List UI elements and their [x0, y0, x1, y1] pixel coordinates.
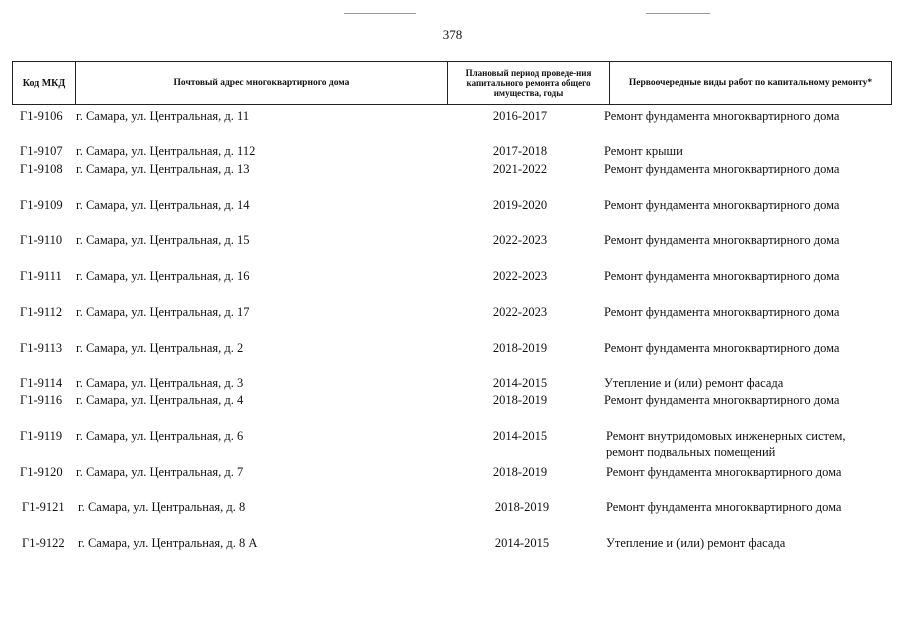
cell-period: 2021-2022: [492, 162, 548, 176]
cell-works: Ремонт фундамента многоквартирного дома: [604, 341, 840, 355]
header-period: Плановый период проведе-ния капитального ремонта общего имущества, годы: [447, 62, 609, 104]
cell-period: 2019-2020: [492, 198, 548, 212]
header-works: Первоочередные виды работ по капитальному ремонту*: [609, 62, 891, 104]
cell-address: г. Самара, ул. Центральная, д. 4: [76, 393, 244, 407]
cell-address: г. Самара, ул. Центральная, д. 112: [76, 144, 256, 158]
cell-code: Г1-9121: [22, 500, 65, 514]
cell-code: Г1-9106: [20, 109, 63, 123]
cell-address: г. Самара, ул. Центральная, д. 13: [76, 162, 250, 176]
cell-works: Ремонт фундамента многоквартирного дома: [604, 305, 840, 319]
cell-works: Ремонт фундамента многоквартирного дома: [606, 465, 842, 479]
cell-period: 2018-2019: [494, 500, 550, 514]
cell-works: Ремонт фундамента многоквартирного дома: [606, 500, 842, 514]
cell-period: 2022-2023: [492, 233, 548, 247]
cell-works: Утепление и (или) ремонт фасада: [606, 536, 786, 550]
cell-code: Г1-9116: [20, 393, 63, 407]
cell-address: г. Самара, ул. Центральная, д. 11: [76, 109, 250, 123]
cell-works: Ремонт фундамента многоквартирного дома: [604, 269, 840, 283]
table-header: [12, 61, 892, 105]
cell-address: г. Самара, ул. Центральная, д. 8: [78, 500, 246, 514]
cell-works: Утепление и (или) ремонт фасада: [604, 376, 784, 390]
cell-code: Г1-9114: [20, 376, 63, 390]
cell-period: 2018-2019: [492, 465, 548, 479]
cell-period: 2018-2019: [492, 341, 548, 355]
cell-period: 2022-2023: [492, 305, 548, 319]
cell-works: Ремонт фундамента многоквартирного дома: [604, 393, 840, 407]
cell-code: Г1-9119: [20, 429, 63, 443]
cell-period: 2014-2015: [492, 429, 548, 443]
header-address: Почтовый адрес многоквартирного дома: [75, 62, 447, 104]
cell-code: Г1-9122: [22, 536, 65, 550]
page-number: 378: [442, 27, 463, 42]
cell-code: Г1-9109: [20, 198, 63, 212]
cell-code: Г1-9112: [20, 305, 63, 319]
cell-address: г. Самара, ул. Центральная, д. 7: [76, 465, 244, 479]
cell-works: Ремонт внутридомовых инженерных систем, ремонт подвальных помещений: [606, 429, 846, 459]
cell-works: Ремонт фундамента многоквартирного дома: [604, 162, 840, 176]
cell-address: г. Самара, ул. Центральная, д. 17: [76, 305, 250, 319]
cell-address: г. Самара, ул. Центральная, д. 16: [76, 269, 250, 283]
cell-code: Г1-9120: [20, 465, 63, 479]
cell-address: г. Самара, ул. Центральная, д. 15: [76, 233, 250, 247]
scan-artifact-left: [344, 13, 416, 14]
scan-artifact-right: [646, 13, 710, 14]
cell-works: Ремонт крыши: [604, 144, 683, 158]
cell-code: Г1-9108: [20, 162, 63, 176]
cell-period: 2018-2019: [492, 393, 548, 407]
cell-works: Ремонт фундамента многоквартирного дома: [604, 198, 840, 212]
cell-address: г. Самара, ул. Центральная, д. 14: [76, 198, 250, 212]
cell-period: 2022-2023: [492, 269, 548, 283]
cell-code: Г1-9111: [20, 269, 62, 283]
cell-code: Г1-9107: [20, 144, 63, 158]
cell-code: Г1-9110: [20, 233, 63, 247]
cell-period: 2014-2015: [492, 376, 548, 390]
cell-address: г. Самара, ул. Центральная, д. 2: [76, 341, 244, 355]
cell-works: Ремонт фундамента многоквартирного дома: [604, 233, 840, 247]
cell-works: Ремонт фундамента многоквартирного дома: [604, 109, 840, 123]
cell-period: 2014-2015: [494, 536, 550, 550]
cell-address: г. Самара, ул. Центральная, д. 6: [76, 429, 244, 443]
cell-address: г. Самара, ул. Центральная, д. 8 А: [78, 536, 258, 550]
header-code: Код МКД: [22, 77, 66, 89]
cell-period: 2016-2017: [492, 109, 548, 123]
cell-period: 2017-2018: [492, 144, 548, 158]
cell-code: Г1-9113: [20, 341, 63, 355]
cell-address: г. Самара, ул. Центральная, д. 3: [76, 376, 244, 390]
